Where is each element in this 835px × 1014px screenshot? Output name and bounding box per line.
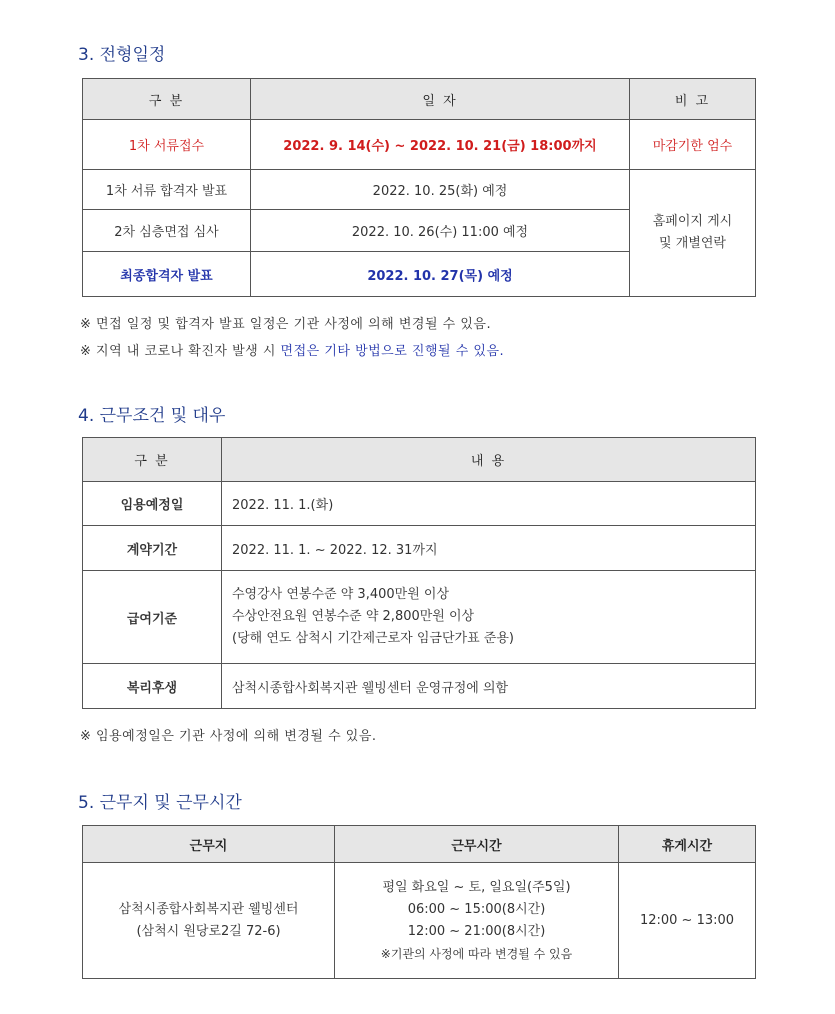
table-row: [83, 482, 756, 526]
row-date: 2022. 9. 14(수) ~ 2022. 10. 21(금) 18:00까지: [251, 120, 630, 170]
table-row: [83, 526, 756, 571]
row-label: 1차 서류 합격자 발표: [83, 170, 251, 210]
table-row: [83, 170, 756, 210]
row-label: 복리후생: [83, 664, 222, 709]
conditions-note: ※ 임용예정일은 기관 사정에 의해 변경될 수 있음.: [80, 729, 377, 744]
column-header: 근무시간: [335, 826, 619, 863]
table-header-row: [83, 826, 756, 863]
row-content: 2022. 11. 1.(화): [222, 482, 756, 526]
note-text: ※ 지역 내 코로나 확진자 발생 시: [80, 344, 281, 359]
column-header: 휴게시간: [619, 826, 756, 863]
content-line: 수상안전요원 연봉수준 약 2,800만원 이상: [232, 609, 475, 624]
row-date: 2022. 10. 27(목) 예정: [251, 252, 630, 297]
schedule-note-2: [80, 340, 504, 359]
content-line: (당해 연도 삼척시 기간제근로자 임금단가표 준용): [232, 631, 514, 646]
column-header: 내 용: [222, 438, 756, 482]
column-header: 구 분: [83, 438, 222, 482]
row-label: 1차 서류접수: [83, 120, 251, 170]
hours-line: 06:00 ~ 15:00(8시간): [407, 901, 546, 917]
column-header: 구 분: [83, 79, 251, 120]
merged-note-cell: [630, 170, 756, 297]
column-header: 일 자: [251, 79, 630, 120]
column-header: 근무지: [83, 826, 335, 863]
row-label: 계약기간: [83, 526, 222, 571]
section-4-heading: 4. 근무조건 및 대우: [78, 406, 226, 426]
table-row: [83, 571, 756, 664]
rest-cell: 12:00 ~ 13:00: [619, 863, 756, 979]
hours-line: 평일 화요일 ~ 토, 일요일(주5일): [382, 879, 571, 895]
row-content: 2022. 11. 1. ~ 2022. 12. 31까지: [222, 526, 756, 571]
row-content: [222, 571, 756, 664]
row-note: 마감기한 엄수: [630, 120, 756, 170]
section-3-heading: 3. 전형일정: [78, 45, 166, 65]
table-row: [83, 664, 756, 709]
worksite-address: (삼척시 원당로2길 72-6): [136, 923, 281, 939]
table-header-row: [83, 438, 756, 482]
row-label: 2차 심층면접 심사: [83, 210, 251, 252]
hours-line: ※기관의 사정에 따라 변경될 수 있음: [380, 946, 573, 961]
row-label: 급여기준: [83, 571, 222, 664]
table-header-row: [83, 79, 756, 120]
schedule-table: [82, 78, 756, 297]
row-date: 2022. 10. 26(수) 11:00 예정: [251, 210, 630, 252]
table-row: [83, 120, 756, 170]
note-highlight: 면접은 기타 방법으로 진행될 수 있음.: [280, 344, 505, 359]
merged-note-line: 및 개별연락: [659, 236, 726, 251]
column-header: 비 고: [630, 79, 756, 120]
merged-note-line: 홈페이지 게시: [652, 214, 733, 229]
content-line: 수영강사 연봉수준 약 3,400만원 이상: [232, 587, 449, 602]
hours-line: 12:00 ~ 21:00(8시간): [407, 923, 546, 939]
worksite-cell: [83, 863, 335, 979]
row-content: 삼척시종합사회복지관 웰빙센터 운영규정에 의함: [222, 664, 756, 709]
worksite-table: [82, 825, 756, 979]
conditions-table: [82, 437, 756, 709]
schedule-note-1: ※ 면접 일정 및 합격자 발표 일정은 기관 사정에 의해 변경될 수 있음.: [80, 317, 492, 332]
row-date: 2022. 10. 25(화) 예정: [251, 170, 630, 210]
worksite-name: 삼척시종합사회복지관 웰빙센터: [118, 901, 299, 917]
row-label: 임용예정일: [83, 482, 222, 526]
hours-cell: [335, 863, 619, 979]
table-row: [83, 863, 756, 979]
row-label: 최종합격자 발표: [83, 252, 251, 297]
section-5-heading: 5. 근무지 및 근무시간: [78, 793, 242, 813]
